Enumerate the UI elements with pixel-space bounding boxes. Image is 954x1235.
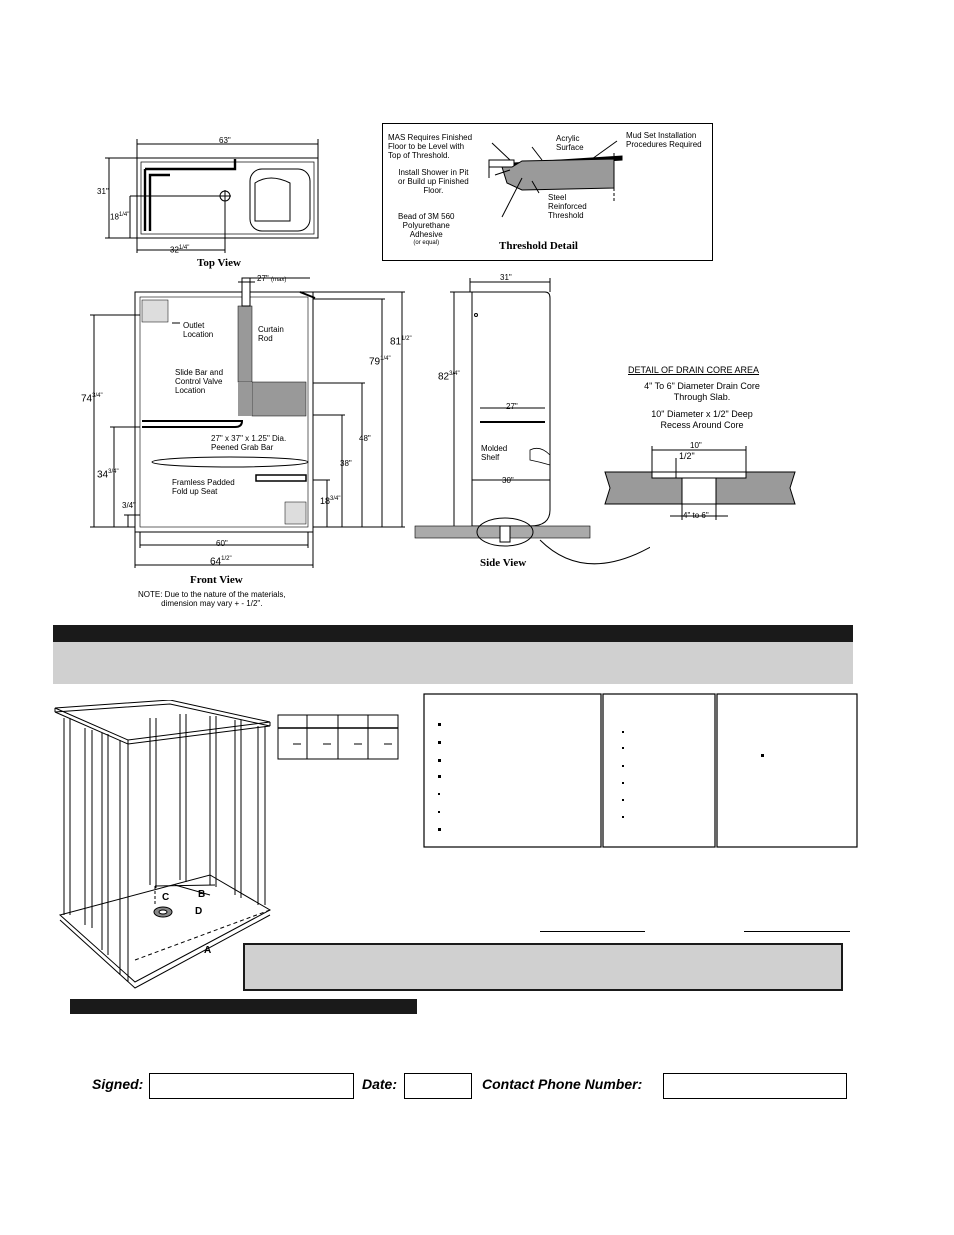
frame-label-c: C (162, 892, 170, 903)
threshold-note-install: Install Shower in Pit or Build up Finished Floor. (398, 168, 469, 195)
threshold-note-steel: Steel Reinforced Threshold (548, 193, 587, 220)
top-view-title: Top View (197, 257, 241, 269)
drain-4to6-dim: 4" to 6" (683, 511, 709, 520)
gray-notice-box (243, 943, 843, 991)
front-79-dim: $79^{1/4"}$ (369, 356, 391, 368)
top-18-dim: $18^{1/4"}$ (110, 212, 130, 222)
top-view-drawing (95, 133, 325, 273)
frame-label-d: D (195, 906, 203, 917)
drain-detail-title: DETAIL OF DRAIN CORE AREA (628, 365, 760, 375)
front-48-dim: 48" (359, 434, 371, 443)
side-27-dim: 27" (506, 402, 518, 411)
front-view-note: NOTE: Due to the nature of the materials, dimension may vary + - 1/2". (138, 590, 286, 608)
drain-line2: 10" Diameter x 1/2" Deep Recess Around Core (651, 409, 753, 430)
threshold-title: Threshold Detail (499, 240, 578, 252)
signed-label: Signed: (92, 1076, 144, 1092)
side-30-dim: 30" (502, 476, 514, 485)
dimension-table (277, 714, 399, 760)
front-74-dim: $74^{3/4"}$ (81, 393, 103, 405)
front-view-drawing (80, 270, 420, 570)
frame-label-a: A (204, 945, 212, 956)
black-strip (70, 999, 417, 1014)
front-3-4-dim: 3/4" (122, 501, 136, 510)
drain-half-dim: 1/2" (679, 451, 695, 461)
threshold-note-bead: Bead of 3M 560 Polyurethane Adhesive (or equal) (398, 212, 455, 246)
checklist-panel (423, 693, 859, 849)
blank-line-1[interactable] (540, 931, 645, 932)
date-label: Date: (362, 1076, 398, 1092)
fold-seat-label: Framless Padded Fold up Seat (172, 478, 235, 496)
top-width-dim: 63" (219, 136, 231, 145)
threshold-note-acrylic: Acrylic Surface (556, 134, 584, 152)
section-gray-band (53, 642, 853, 684)
front-27-dim: 27" (max) (257, 274, 287, 283)
front-view-title: Front View (190, 574, 243, 586)
frame-label-b: B (198, 889, 206, 900)
phone-field[interactable] (663, 1073, 847, 1099)
front-18-dim: $18^{3/4"}$ (320, 496, 341, 506)
threshold-note-mas: MAS Requires Finished Floor to be Level with Top of Threshold. (388, 133, 473, 160)
section-header-bar (53, 625, 853, 642)
front-60-dim: 60" (216, 539, 228, 548)
threshold-note-mud: Mud Set Installation Procedures Required (626, 131, 702, 149)
grab-bar-label: 27" x 37" x 1.25" Dia. Peened Grab Bar (211, 434, 287, 452)
phone-label: Contact Phone Number: (482, 1076, 643, 1092)
curtain-rod-label: Curtain Rod (258, 325, 284, 343)
side-view-drawing (410, 270, 650, 580)
top-depth-dim: 31" (97, 187, 109, 196)
top-32-dim: $32^{1/4"}$ (170, 245, 190, 255)
molded-shelf-label: Molded Shelf (481, 444, 508, 462)
front-38-dim: 38" (340, 459, 352, 468)
drain-line1: 4" To 6" Diameter Drain Core Through Slab. (644, 381, 760, 402)
drain-10-dim: 10" (690, 441, 702, 450)
blank-line-2[interactable] (744, 931, 850, 932)
side-82-dim: $82^{3/4"}$ (438, 371, 460, 383)
date-field[interactable] (404, 1073, 472, 1099)
side-31-dim: 31" (500, 273, 512, 282)
side-view-title: Side View (480, 557, 527, 569)
front-34-dim: $34^{3/4"}$ (97, 469, 119, 481)
outlet-location-label: Outlet Location (183, 321, 214, 339)
front-81-dim: $81^{1/2"}$ (390, 336, 412, 348)
signed-field[interactable] (149, 1073, 354, 1099)
slide-bar-label: Slide Bar and Control Valve Location (175, 368, 224, 395)
front-64-dim: $64^{1/2"}$ (210, 556, 232, 568)
